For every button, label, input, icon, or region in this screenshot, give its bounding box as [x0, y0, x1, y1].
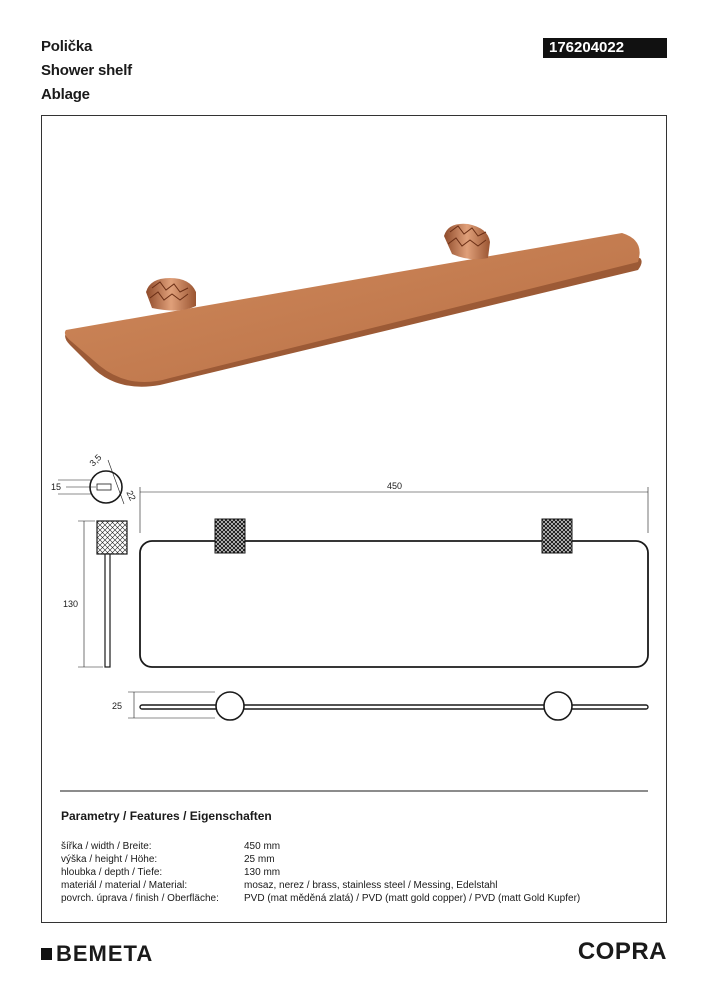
- param-value: 25 mm: [244, 854, 275, 865]
- param-value: mosaz, nerez / brass, stainless steel / Messing, Edelstahl: [244, 880, 498, 891]
- param-value: PVD (mat měděná zlatá) / PVD (matt gold copper) / PVD (matt Gold Kupfer): [244, 893, 581, 904]
- param-label: výška / height / Höhe:: [61, 854, 158, 865]
- bracket-left: [146, 278, 196, 311]
- param-value: 130 mm: [244, 867, 281, 878]
- dim-label-depth: 130: [63, 599, 79, 609]
- product-code-badge: 176204022: [543, 38, 667, 58]
- param-label: šířka / width / Breite:: [61, 841, 152, 852]
- dim-label-height: 25: [112, 701, 123, 711]
- param-label: materiál / material / Material:: [61, 880, 188, 891]
- dim-label-diameter: 3,5: [87, 452, 104, 469]
- brand-name: BEMETA: [56, 941, 154, 966]
- param-label: hloubka / depth / Tiefe:: [61, 867, 163, 878]
- dim-label-length: 450: [387, 481, 403, 491]
- title-czech: Polička: [41, 38, 93, 55]
- title-german: Ablage: [41, 86, 90, 103]
- param-label: povrch. úprava / finish / Oberfläche:: [61, 893, 219, 904]
- logo-mark-icon: [41, 948, 52, 960]
- bracket-right: [444, 224, 490, 260]
- param-value: 450 mm: [244, 841, 281, 852]
- brand-logo: [41, 941, 153, 967]
- shelf-product-image: [65, 224, 642, 387]
- dim-label-bracket: 22: [124, 488, 138, 503]
- dim-label-small: 15: [51, 482, 62, 492]
- parameters-heading: Parametry / Features / Eigenschaften: [61, 809, 272, 823]
- title-english: Shower shelf: [41, 62, 132, 79]
- series-name: COPRA: [577, 938, 667, 965]
